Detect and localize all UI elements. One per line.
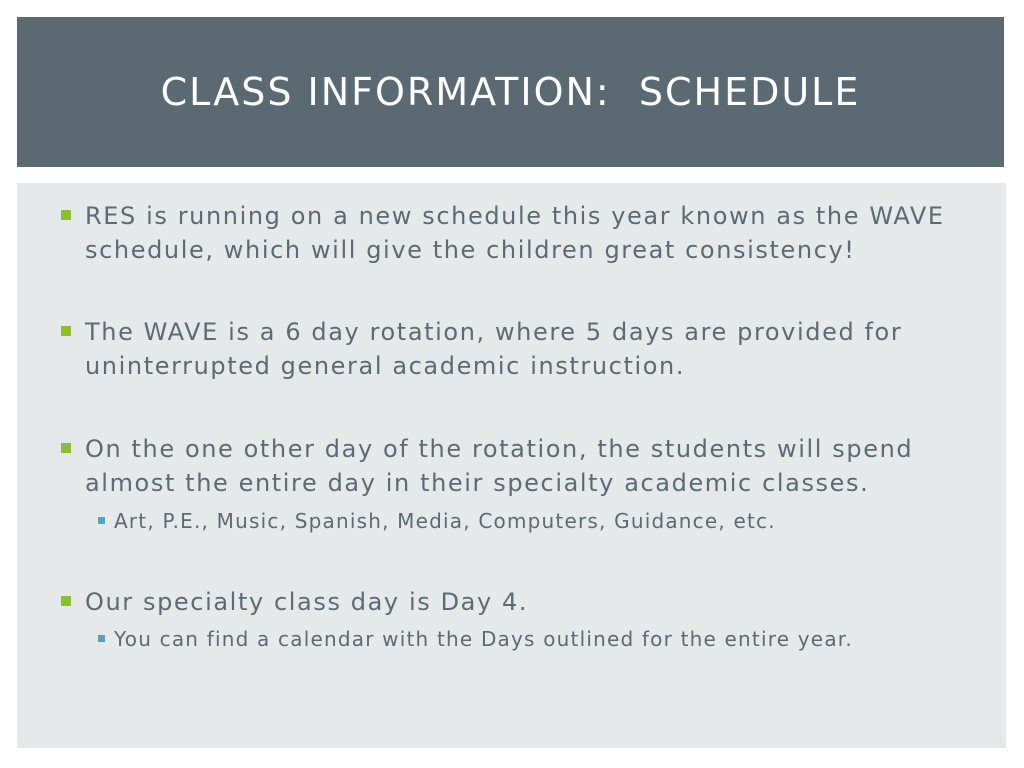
square-bullet-icon (61, 443, 71, 453)
bullet-item (61, 315, 971, 383)
content-panel (17, 183, 1006, 748)
bullet-text: RES is running on a new schedule this year known as the WAVE schedule, which will give the children great consistency! (85, 202, 945, 264)
square-bullet-icon (61, 326, 71, 336)
sub-bullet-item (98, 507, 978, 535)
square-bullet-icon (61, 596, 71, 606)
bullet-text: The WAVE is a 6 day rotation, where 5 days are provided for uninterrupted general academic instruction. (85, 318, 903, 380)
title-band (17, 17, 1004, 167)
bullet-text: On the one other day of the rotation, the students will spend almost the entire day in their specialty academic classes. (85, 435, 914, 497)
square-sub-bullet-icon (98, 517, 105, 524)
bullet-item (61, 585, 971, 619)
slide-title: CLASS INFORMATION: SCHEDULE (160, 70, 861, 114)
bullet-item (61, 199, 971, 267)
square-sub-bullet-icon (98, 635, 105, 642)
bullet-text: Our specialty class day is Day 4. (85, 588, 529, 616)
square-bullet-icon (61, 210, 71, 220)
sub-bullet-item (98, 625, 978, 653)
sub-bullet-text: You can find a calendar with the Days outlined for the entire year. (114, 627, 853, 651)
sub-bullet-text: Art, P.E., Music, Spanish, Media, Computers, Guidance, etc. (114, 509, 776, 533)
bullet-item (61, 432, 971, 500)
